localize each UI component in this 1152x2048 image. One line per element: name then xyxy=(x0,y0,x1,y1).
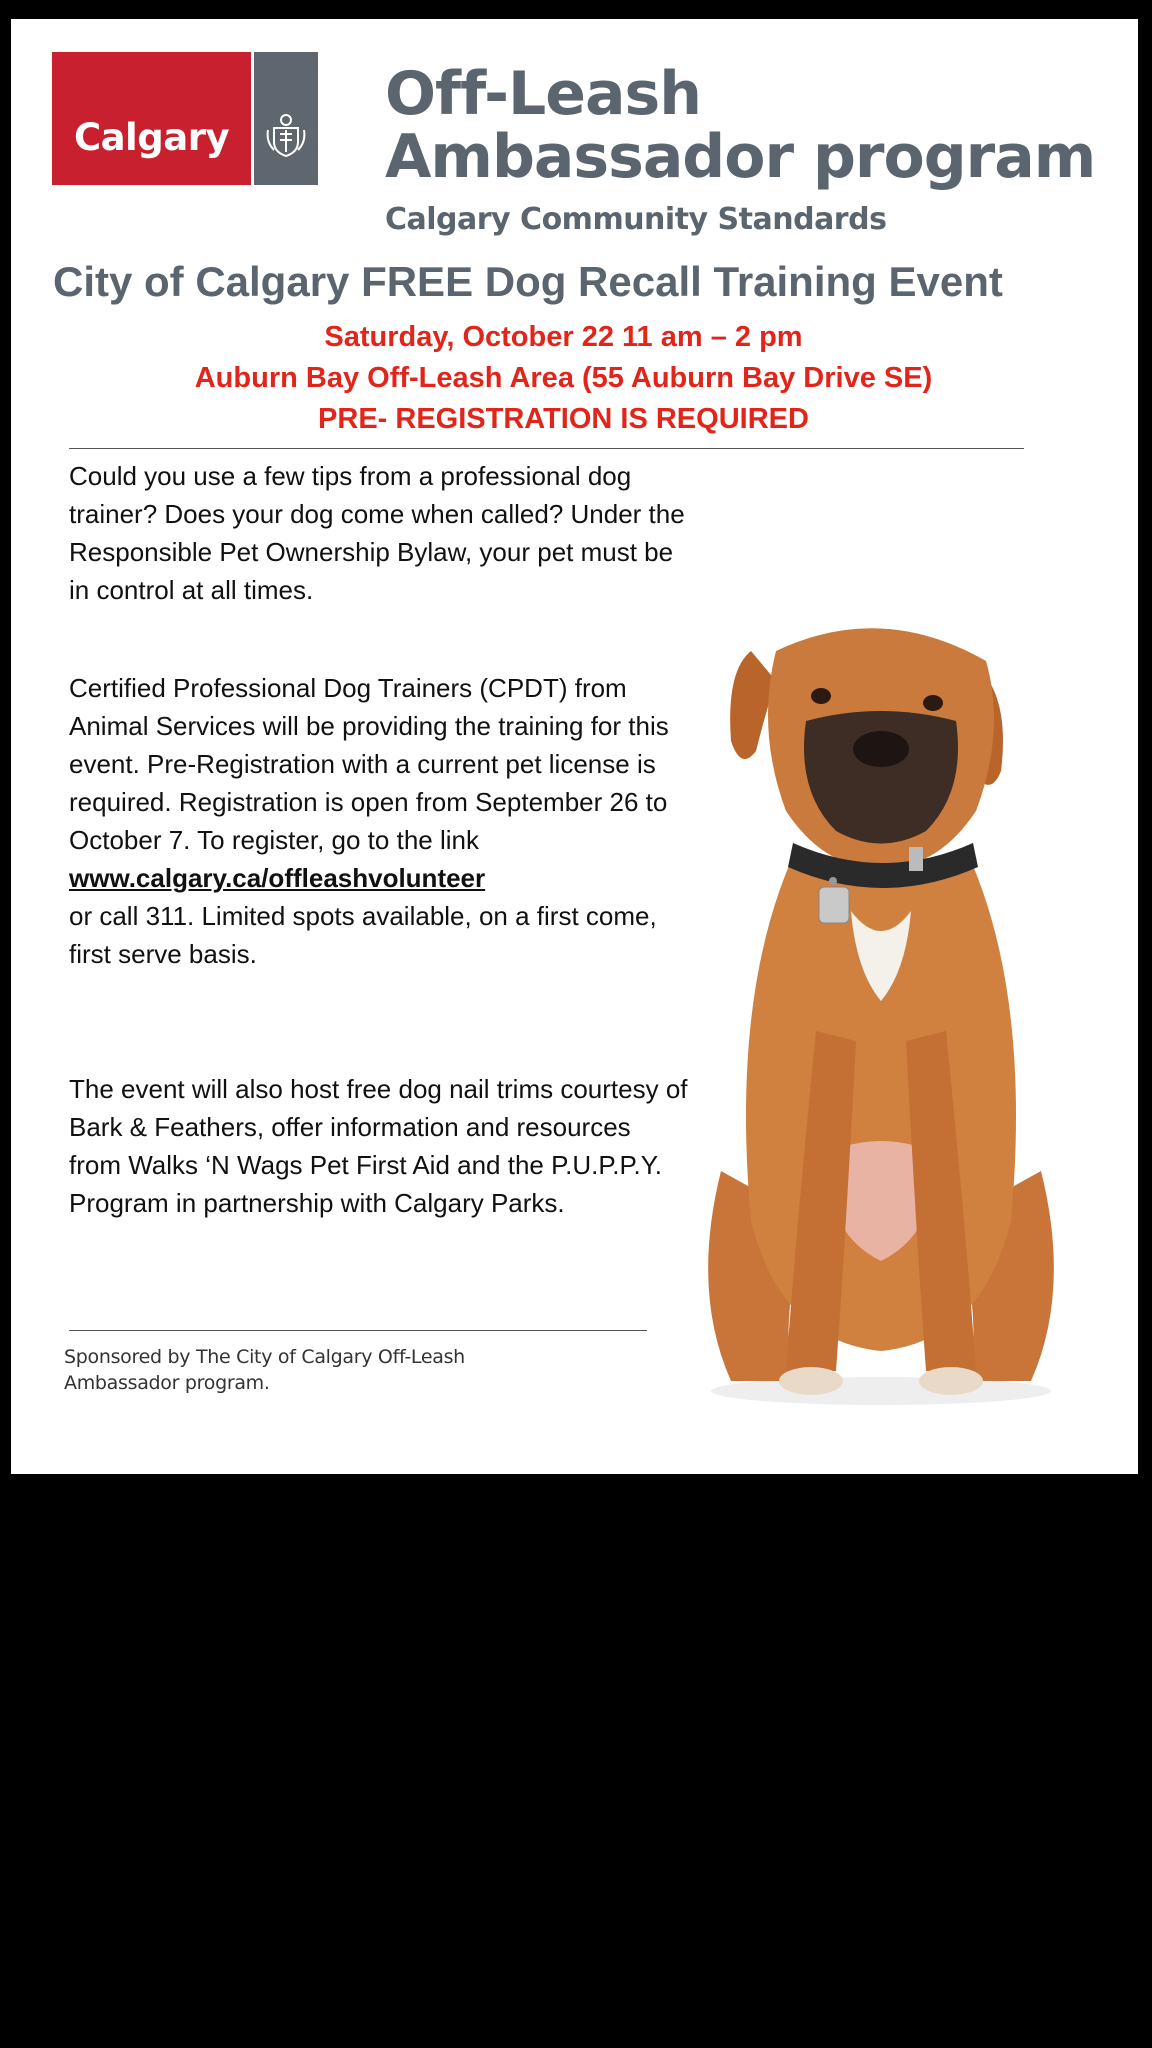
header-divider xyxy=(69,448,1024,449)
training-paragraph: Certified Professional Dog Trainers (CPDT) from Animal Services will be providing the training for this event. Pre-Registration with a current pet license is required. Registration is open from September 26 to October 7. To register, go to the link www.calgary.ca/offleashvolunteer or call 311. Limited spots available, on a first come, first serve basis. xyxy=(69,673,669,969)
intro-paragraph: Could you use a few tips from a professional dog trainer? Does your dog come when called? Under the Responsible Pet Ownership Bylaw, your pet must be in control at all times. xyxy=(69,461,685,605)
extras-paragraph: The event will also host free dog nail trims courtesy of Bark & Feathers, offer information and resources from Walks ‘N Wags Pet First Aid and the P.U.P.P.Y. Program in partnership with Calgary Parks. xyxy=(69,1074,688,1218)
event-title: City of Calgary FREE Dog Recall Training Event xyxy=(53,258,1003,305)
flyer-page xyxy=(11,19,1138,1474)
registration-link[interactable]: www.calgary.ca/offleashvolunteer xyxy=(69,863,486,893)
sponsor-note: Sponsored by The City of Calgary Off-Leash Ambassador program. xyxy=(64,1346,465,1394)
registration-notice: PRE- REGISTRATION IS REQUIRED xyxy=(318,403,809,435)
program-title: Off-Leash Ambassador program xyxy=(385,59,1096,192)
event-date-time: Saturday, October 22 11 am – 2 pm xyxy=(324,321,803,353)
program-subtitle: Calgary Community Standards xyxy=(385,202,887,237)
boxer-dog-photo xyxy=(681,611,1081,1411)
city-crest-icon xyxy=(266,112,306,158)
footer-divider xyxy=(69,1330,647,1331)
logo-text: Calgary xyxy=(73,116,230,159)
calgary-logo xyxy=(52,52,318,185)
event-location: Auburn Bay Off-Leash Area (55 Auburn Bay Drive SE) xyxy=(194,362,933,394)
